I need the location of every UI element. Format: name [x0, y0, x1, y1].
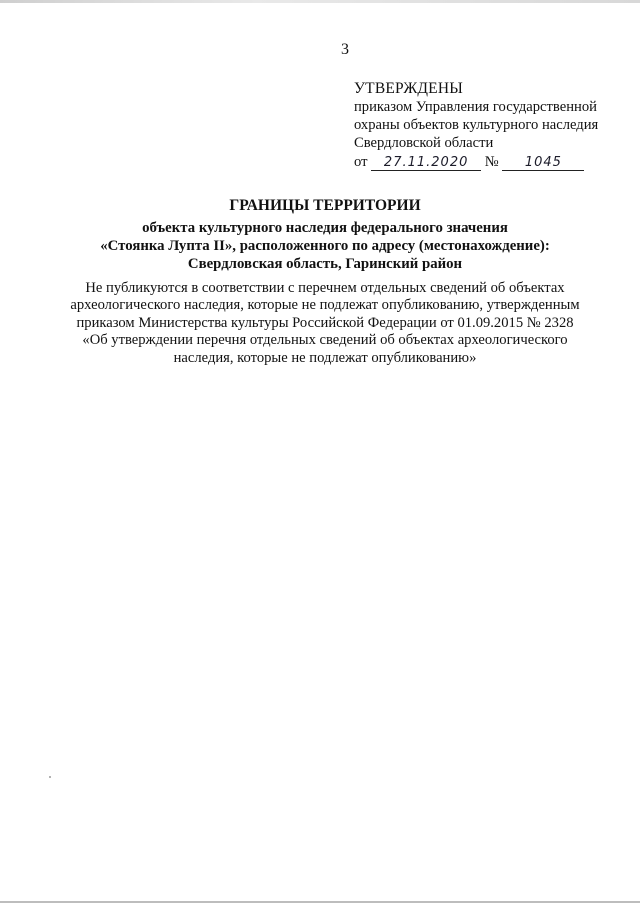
heading-line: «Стоянка Лупта II», расположенного по адресу (местонахождение):: [100, 238, 550, 254]
handwritten-number: 1045: [502, 156, 584, 171]
notice-line: «Об утверждении перечня отдельных сведений об объектах археологического: [82, 332, 568, 349]
scan-edge-top: [0, 0, 640, 3]
notice-line: приказом Министерства культуры Российской Федерации от 01.09.2015 № 2328: [76, 314, 574, 331]
approval-block: [354, 80, 624, 171]
notice-line: наследия, которые не подлежат опубликованию»: [173, 349, 477, 366]
document-title: ГРАНИЦЫ ТЕРРИТОРИИ: [229, 197, 421, 214]
non-publication-notice: [60, 280, 590, 367]
heading-line: объекта культурного наследия федерального значения: [142, 220, 508, 236]
approval-line: Свердловской области: [354, 135, 494, 151]
handwritten-date: 27.11.2020: [371, 156, 481, 171]
heading-line: Свердловская область, Гаринский район: [187, 256, 463, 272]
notice-line: археологического наследия, которые не подлежат опубликованию, утвержденным: [70, 297, 580, 314]
approval-date-row: [354, 153, 624, 171]
date-prefix: от: [354, 154, 368, 170]
scan-speck: [49, 776, 51, 778]
scan-edge-bottom: [0, 901, 640, 903]
number-prefix: №: [484, 154, 499, 170]
approval-heading: УТВЕРЖДЕНЫ: [354, 80, 463, 97]
approval-line: приказом Управления государственной: [354, 99, 597, 115]
document-heading: [60, 196, 590, 273]
notice-line: Не публикуются в соответствии с перечнем отдельных сведений об объектах: [85, 280, 565, 296]
page-number: 3: [341, 41, 349, 58]
approval-line: охраны объектов культурного наследия: [354, 117, 599, 133]
